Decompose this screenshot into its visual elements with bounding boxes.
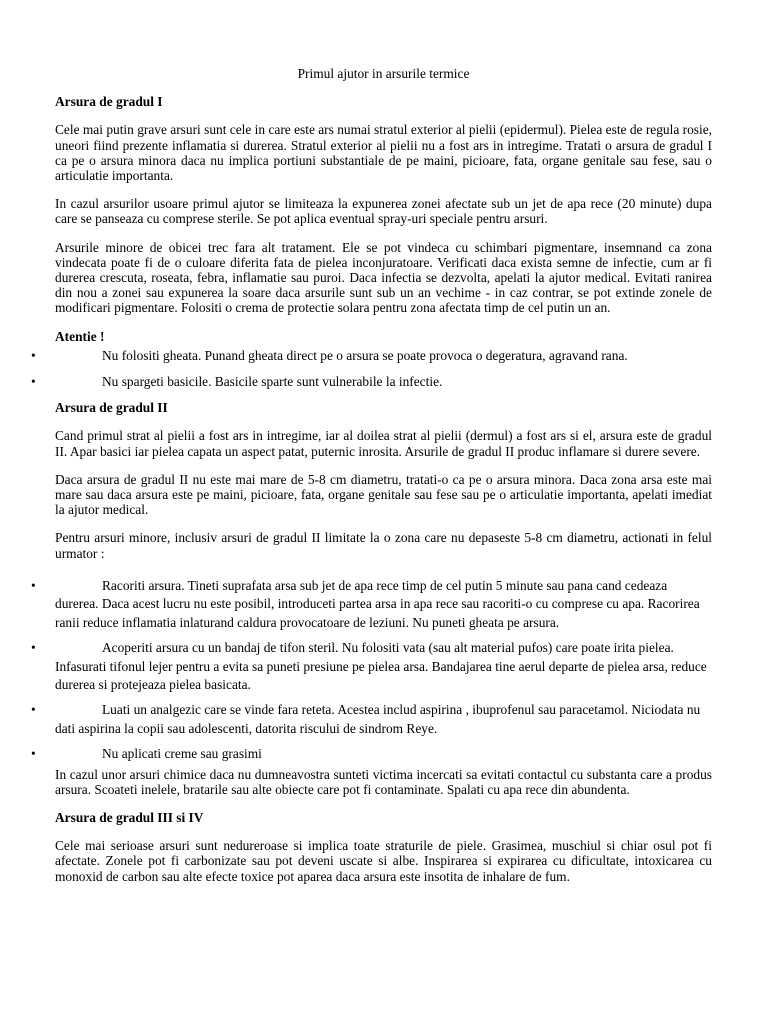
bullet-icon: • [31,640,36,656]
list-item-text: Nu aplicati creme sau grasimi [102,746,262,762]
paragraph: Pentru arsuri minore, inclusiv arsuri de gradul II limitate la o zona care nu depaseste 5-8 cm diametru, actionati in felul urmator : [55,530,712,561]
bullet-icon: • [31,702,36,718]
list-item-text: Racoriti arsura. Tineti suprafata arsa sub jet de apa rece timp de cel putin 5 minute sau pana cand cedeaza durerea. Daca acest lucru nu este posibil, introduceti partea arsa in apa rece sau racoriti-o cu comprese cu apa. Racorirea ranii reduce inflamatia inlaturand caldura provocatoare de leziuni. Nu puneti gheata pe arsura. [55,577,700,630]
document-page [31,66,713,897]
paragraph: Daca arsura de gradul II nu este mai mare de 5-8 cm diametru, tratati-o ca pe o arsura minora. Daca zona arsa este mai mare sau daca arsura este pe maini, picioare, fata, organe genitale sau fese sau pe o articulatie importanta, apelati imediat la ajutor medical. [55,471,712,518]
list-item [31,701,712,738]
warning-list [31,347,712,390]
steps-list [31,577,712,764]
list-item [31,639,712,694]
paragraph: Cele mai serioase arsuri sunt nedureroase si implica toate straturile de piele. Grasimea, muschiul si chiar osul pot fi afectate. Zonele pot fi carbonizate sau pot deveni uscate si albe. Inspirarea si expirarea cu dificultate, intoxicarea cu monoxid de carbon sau alte efecte toxice pot aparea daca arsura este insotita de inhalare de fum. [55,838,712,884]
list-item [31,577,712,632]
section-heading-grade-2: Arsura de gradul II [55,400,168,416]
document-title: Primul ajutor in arsurile termice [297,66,470,81]
paragraph: Cele mai putin grave arsuri sunt cele in care este ars numai stratul exterior al pielii (epidermul). Pielea este de regula rosie, uneori fiind prezente inflamatia si durerea. Stratul exterior al pielii nu a fost ars in intregime. Tratati o arsura de gradul I ca pe o arsura minora daca nu implica portiuni substantiale de pe maini, picioare, fata, organe genitale sau fese, sau o articulatie importanta. [55,122,713,184]
list-item [31,374,712,390]
bullet-icon: • [31,746,36,762]
list-item [31,745,712,763]
bullet-icon: • [31,347,36,363]
paragraph: In cazul unor arsuri chimice daca nu dumneavostra sunteti victima incercati sa evitati contactul cu substanta care a produs arsura. Scoateti inelele, bratarile sau alte obiecte care pot fi contaminate. Spalati cu apa rece din abundenta. [55,766,712,797]
list-item-text: Acoperiti arsura cu un bandaj de tifon steril. Nu folositi vata (sau alt material pufos) care poate irita pielea. Infasurati tifonul lejer pentru a evita sa puneti presiune pe pielea arsa. Bandajarea tine aerul departe de pielea arsa, reduce durerea si protejeaza pielea basicata. [55,640,707,692]
list-item [31,347,712,363]
list-item-text: Nu folositi gheata. Punand gheata direct pe o arsura se poate provoca o degeratura, agravand rana. [102,347,628,363]
bullet-icon: • [31,577,36,593]
paragraph: In cazul arsurilor usoare primul ajutor se limiteaza la expunerea zonei afectate sub un jet de apa rece (20 minute) dupa care se panseaza cu comprese sterile. Se pot aplica eventual spray-uri speciale pentru arsuri. [55,196,712,227]
warning-heading: Atentie ! [55,328,105,344]
section-heading-grade-1: Arsura de gradul I [55,94,163,110]
paragraph: Arsurile minore de obicei trec fara alt tratament. Ele se pot vindeca cu schimbari pigmentare, insemnand ca zona vindecata poate fi de o culoare diferita fata de pielea inconjuratoare. Verificati daca exista semne de infectie, cum ar fi durerea crescuta, roseata, febra, inflamatie sau puroi. Daca infectia se dezvolta, apelati la ajutor medical. Evitati ranirea din nou a zonei sau expunerea la soare daca arsurile sunt sub un an vechime - in caz contrar, se pot extinde zonele de modificari pigmentare. Folositi o crema de protectie solara pentru zona afectata timp de cel putin un an. [55,239,712,316]
list-item-text: Luati un analgezic care se vinde fara reteta. Acestea includ aspirina , ibuprofenul sau paracetamol. Niciodata nu dati aspirina la copii sau adolescenti, datorita riscului de sindrom Reye. [55,702,701,736]
section-heading-grade-3-4: Arsura de gradul III si IV [55,809,204,825]
paragraph: Cand primul strat al pielii a fost ars in intregime, iar al doilea strat al pielii (dermul) a fost ars si el, arsura este de gradul II. Apar basici iar pielea capata un aspect patat, puternic inrosita. Arsurile de gradul II produc inflamare si durere severe. [55,428,712,459]
bullet-icon: • [31,374,36,390]
list-item-text: Nu spargeti basicile. Basicile sparte sunt vulnerabile la infectie. [102,374,443,390]
